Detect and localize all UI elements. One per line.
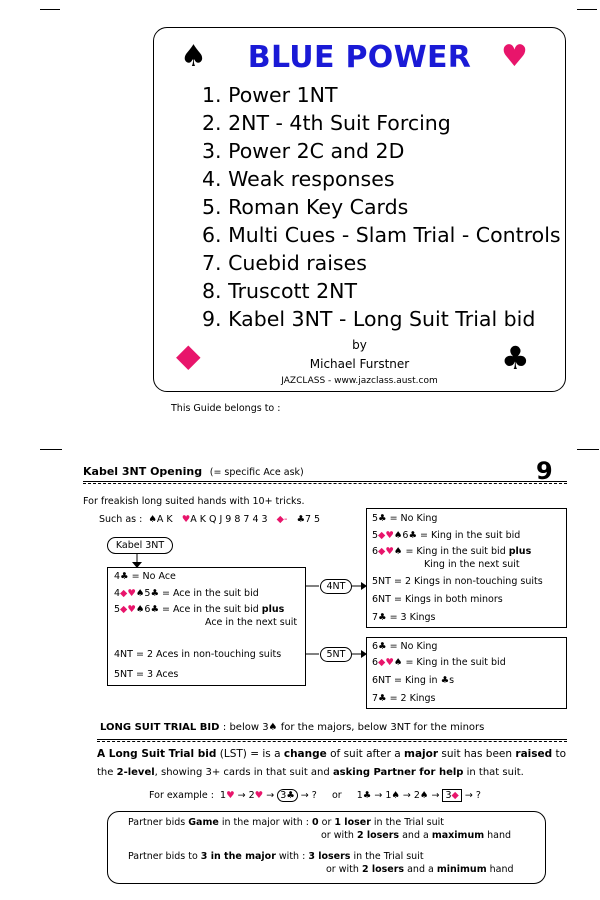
lst-title-note: : below 3♠ for the majors, below 3NT for the minors (222, 722, 485, 733)
king-response: 5NT = 2 Kings in non-touching suits (372, 576, 543, 587)
ace-response (114, 604, 284, 615)
text: Partner bids to (128, 851, 198, 862)
emph: 3 losers (308, 851, 351, 862)
list-item: 9. Kabel 3NT - Long Suit Trial bid (202, 307, 536, 331)
def-text: , showing 3+ cards in that suit and (154, 767, 330, 778)
emph: 0 (311, 817, 319, 828)
suit-bids: 6◆♥♠ (372, 657, 403, 668)
suit-bids: 5◆♥♠6♣ (372, 530, 417, 541)
def-term: A Long Suit Trial bid (97, 748, 217, 760)
trial-bid-circled: 3♣ (277, 789, 298, 802)
ace-response-continued: Ace in the next suit (205, 617, 298, 628)
ace-responses-box (107, 567, 306, 686)
response-meaning: = Ace in the suit bid (162, 588, 259, 599)
website: JAZCLASS - www.jazclass.aust.com (281, 376, 438, 386)
def-text: to (555, 748, 567, 760)
trial-bid-boxed: 3◆ (442, 789, 461, 802)
king-response (372, 530, 520, 541)
list-item: 1. Power 1NT (202, 83, 338, 107)
by-label: by (352, 338, 367, 352)
clubs-holding: ♣7 5 (296, 514, 321, 525)
kabel-3nt-pill: Kabel 3NT (107, 537, 173, 554)
response-line (128, 817, 444, 828)
def-text: of suit after a (330, 748, 401, 760)
text: in the major with : (221, 817, 309, 828)
king-response: 7♣ = 2 Kings (372, 693, 436, 704)
card-title: BLUE POWER (247, 40, 472, 75)
text: and a (407, 864, 434, 875)
def-text: suit has been (441, 748, 513, 760)
text: hand (487, 830, 512, 841)
king-response (372, 657, 506, 668)
king-response: 6NT = Kings in both minors (372, 594, 503, 605)
lst-definition-line1 (97, 748, 566, 760)
author-name: Michael Furstner (309, 357, 410, 371)
king-response (372, 546, 531, 557)
emph: maximum (431, 830, 485, 841)
emph: 2 losers (356, 830, 400, 841)
club-icon: ♣ (501, 339, 530, 377)
king-responses-4nt-box (366, 508, 567, 628)
heart-icon: ♥ (501, 39, 528, 74)
king-response: 6♣ = No King (372, 641, 438, 652)
king-response: 5♣ = No King (372, 513, 438, 524)
emph: 2 losers (361, 864, 405, 875)
ace-response: 4♣ = No Ace (114, 571, 176, 582)
list-item: 2. 2NT - 4th Suit Forcing (202, 111, 451, 135)
king-response: 6NT = King in ♣s (372, 675, 455, 686)
suit-bids: 4◆♥♠5♣ (114, 588, 159, 599)
response-meaning: = King in the suit bid (420, 530, 521, 541)
response-line (326, 864, 514, 875)
bid-sequence: 1♥ → 2♥ → (220, 790, 275, 801)
emph: Game (188, 817, 219, 828)
intro-text: For freakish long suited hands with 10+ tricks. (83, 496, 305, 507)
def-text: = is a (250, 748, 281, 760)
list-item: 4. Weak responses (202, 167, 395, 191)
lst-definition-line2 (97, 767, 524, 778)
text: or (321, 817, 332, 828)
text: or with (321, 830, 354, 841)
text: or with (326, 864, 359, 875)
response-meaning: = King in the suit bid (405, 546, 506, 557)
response-meaning: = Ace in the suit bid (162, 604, 259, 615)
text: in the Trial suit (353, 851, 424, 862)
lst-heading (100, 722, 484, 733)
text: hand (489, 864, 514, 875)
def-emph: asking Partner for help (332, 767, 464, 778)
lst-examples (149, 789, 481, 802)
king-responses-5nt-box (366, 637, 567, 709)
suit-bids: 5◆♥♠6♣ (114, 604, 159, 615)
diamond-icon: ◆ (176, 336, 201, 374)
spade-icon: ♠ (180, 39, 207, 74)
text: and a (402, 830, 429, 841)
king-response-continued: King in the next suit (424, 559, 520, 570)
list-item: 3. Power 2C and 2D (202, 139, 405, 163)
def-emph: change (283, 748, 327, 760)
def-emph: 2-level (116, 767, 155, 778)
bid-query: → ? (300, 790, 317, 801)
response-line (321, 830, 511, 841)
list-item: 7. Cuebid raises (202, 251, 367, 275)
emph: 1 loser (334, 817, 371, 828)
suit-bids: 6◆♥♠ (372, 546, 403, 557)
owner-label: This Guide belongs to : (171, 403, 281, 414)
def-text: the (97, 767, 114, 778)
def-emph: raised (515, 748, 553, 760)
hearts-holding: ♥A K Q J 9 8 7 4 3 (181, 514, 268, 525)
plus-word: plus (508, 546, 532, 557)
ace-response (114, 588, 259, 599)
ask-5nt-pill: 5NT (320, 647, 352, 662)
partner-responses-box (107, 811, 546, 884)
spades-holding: ♠A K (148, 514, 173, 525)
emph: 3 in the major (200, 851, 276, 862)
or-word: or (331, 790, 342, 801)
response-line (128, 851, 424, 862)
kabel-title: Kabel 3NT Opening (83, 465, 203, 478)
text: Partner bids (128, 817, 186, 828)
example-label: Such as : (99, 514, 143, 525)
ace-response: 5NT = 3 Aces (114, 669, 179, 680)
list-item: 8. Truscott 2NT (202, 279, 357, 303)
diamonds-holding: ◆- (276, 514, 288, 525)
divider (97, 739, 567, 742)
king-response: 7♣ = 3 Kings (372, 612, 436, 623)
plus-word: plus (261, 604, 285, 615)
ace-response: 4NT = 2 Aces in non-touching suits (114, 649, 282, 660)
kabel-subtitle: (= specific Ace ask) (209, 467, 304, 478)
text: in the Trial suit (373, 817, 444, 828)
emph: minimum (436, 864, 487, 875)
response-meaning: = King in the suit bid (405, 657, 506, 668)
list-item: 5. Roman Key Cards (202, 195, 409, 219)
bid-sequence: 1♣ → 1♠ → 2♠ → (356, 790, 440, 801)
text: with : (278, 851, 306, 862)
ask-4nt-pill: 4NT (320, 579, 352, 594)
def-emph: major (404, 748, 439, 760)
example-label: For example : (149, 790, 214, 801)
def-abbr: (LST) (219, 748, 247, 760)
list-item: 6. Multi Cues - Slam Trial - Controls (202, 223, 561, 247)
page-number: 9 (536, 457, 553, 485)
lst-title: LONG SUIT TRIAL BID (100, 722, 220, 733)
def-text: in that suit. (466, 767, 524, 778)
bid-query: → ? (464, 790, 481, 801)
